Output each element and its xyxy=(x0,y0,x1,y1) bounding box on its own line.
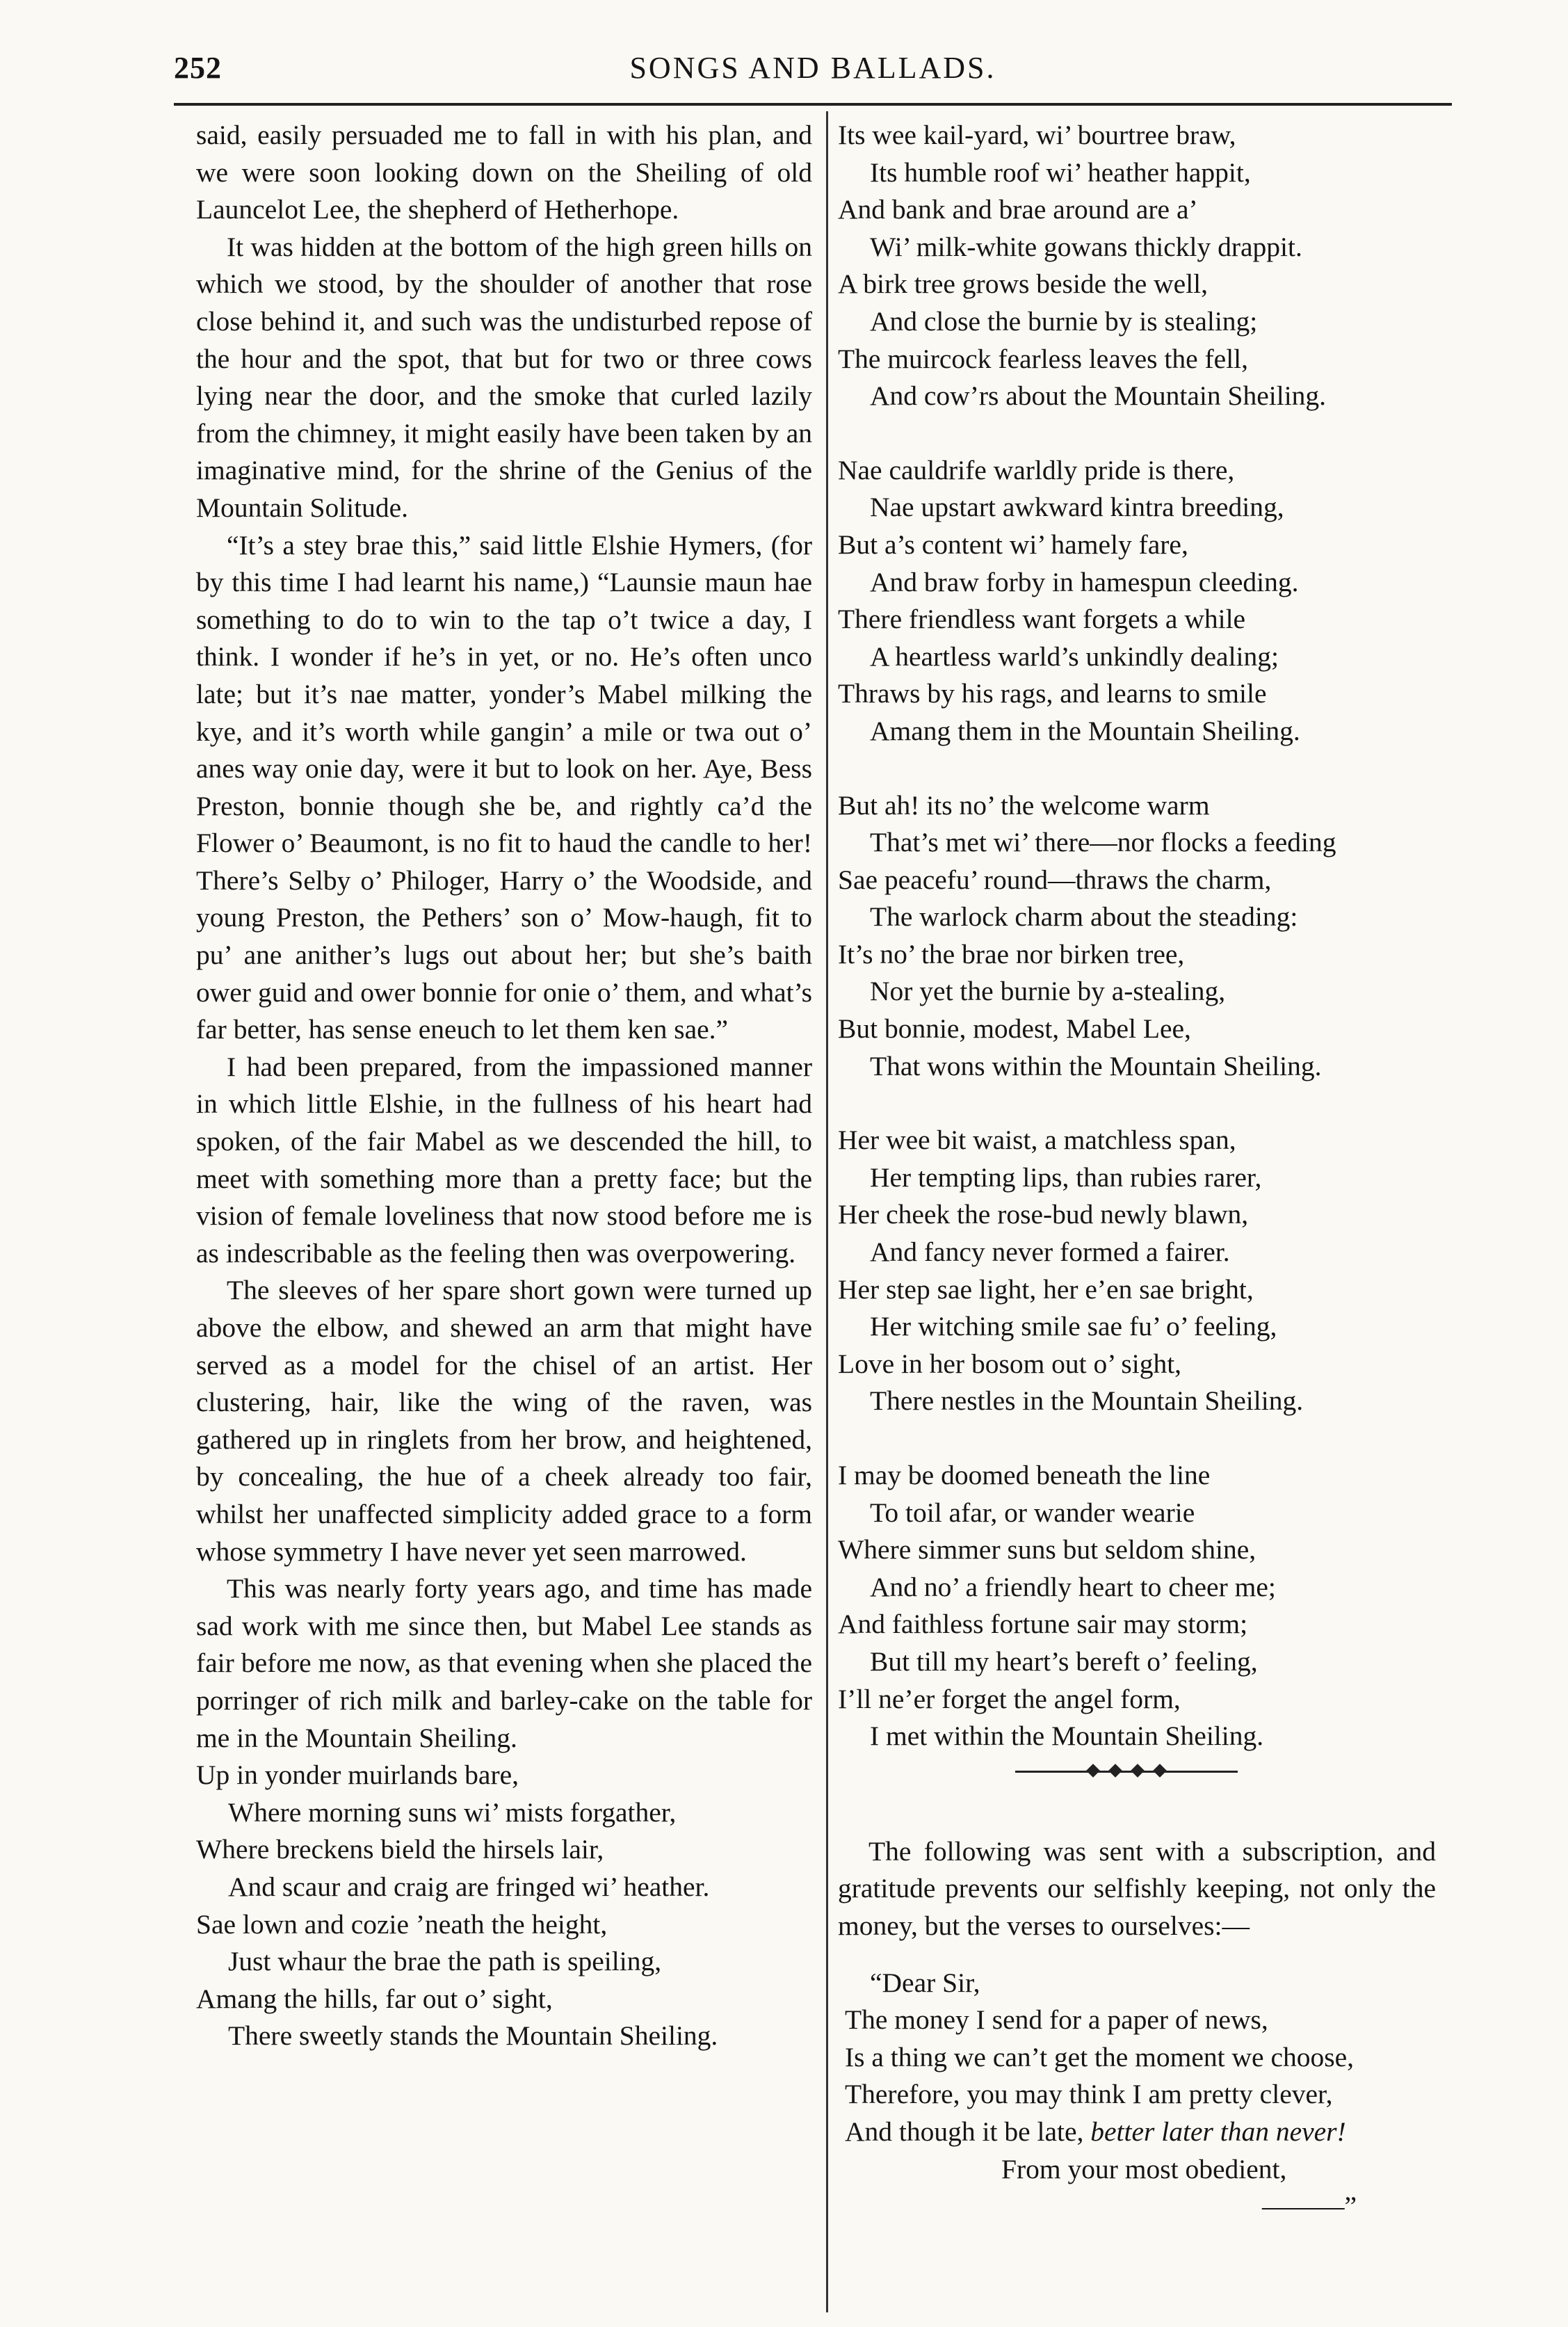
verse-line: And no’ a friendly heart to cheer me; xyxy=(870,1571,1276,1602)
verse-line: Sae peacefu’ round—thraws the charm, xyxy=(838,864,1272,895)
verse-line: Her cheek the rose-bud newly blawn, xyxy=(838,1199,1249,1230)
verse-line: And scaur and craig are fringed wi’ heather. xyxy=(228,1871,710,1902)
letter-line: Is a thing we can’t get the moment we choose, xyxy=(845,2041,1355,2072)
verse-line: And cow’rs about the Mountain Sheiling. xyxy=(870,380,1327,412)
verse-line: Its wee kail-yard, wi’ bourtree braw, xyxy=(838,120,1236,150)
verse-stanza xyxy=(838,1457,1436,1755)
verse-line: A heartless warld’s unkindly dealing; xyxy=(870,641,1279,672)
verse-line: Nor yet the burnie by a-stealing, xyxy=(870,976,1226,1007)
verse-line: But ah! its no’ the welcome warm xyxy=(838,789,1210,821)
page-header xyxy=(174,43,1452,99)
running-head: SONGS AND BALLADS. xyxy=(629,51,996,85)
letter-line: Therefore, you may think I am pretty clever, xyxy=(845,2079,1333,2110)
section-ornament xyxy=(838,1757,1436,1785)
verse-line: Her witching smile sae fu’ o’ feeling, xyxy=(870,1311,1277,1342)
verse-line: Nae upstart awkward kintra breeding, xyxy=(870,492,1284,523)
verse-line: And faithless fortune sair may storm; xyxy=(838,1609,1248,1640)
verse-line: Where morning suns wi’ mists forgather, xyxy=(228,1796,677,1828)
paragraph: This was nearly forty years ago, and time has made sad work with me since then, but Mabel Lee stands as fair before me now, as that evening when she placed the porringer of rich milk and barley-cake on the table for me in the Mountain Sheiling. xyxy=(196,1573,812,1753)
verse-line: But till my heart’s bereft o’ feeling, xyxy=(870,1645,1258,1677)
verse-line: It’s no’ the brae nor birken tree, xyxy=(838,938,1185,969)
verse-line: I may be doomed beneath the line xyxy=(838,1460,1211,1490)
verse-line: Sae lown and cozie ’neath the height, xyxy=(196,1908,608,1940)
verse-line: Love in her bosom out o’ sight, xyxy=(838,1348,1182,1379)
letter-line xyxy=(838,2113,1436,2151)
verse-line: Her step sae light, her e’en sae bright, xyxy=(838,1273,1254,1305)
verse-line: Where simmer suns but seldom shine, xyxy=(838,1534,1256,1565)
verse-stanza xyxy=(838,1122,1436,1420)
letter-signature: ———” xyxy=(1262,2191,1357,2222)
page-number: 252 xyxy=(174,51,222,85)
verse-line: The warlock charm about the steading: xyxy=(870,901,1298,933)
header-rule xyxy=(174,103,1452,106)
verse-stanza xyxy=(196,1757,812,2055)
paragraph: It was hidden at the bottom of the high green hills on which we stood, by the shoulder of another that rose close behind it, and such was the undisturbed repose of the hour and the spot, that but for two or three cows lying near the door, and the smoke that curled lazily from the chimney, it might easily have been taken by an imaginative mind, for the shrine of the Genius of the Mountain Solitude. xyxy=(196,231,812,523)
letter xyxy=(838,1965,1436,2225)
verse-line: And bank and brae around are a’ xyxy=(838,194,1198,225)
verse-line: Thraws by his rags, and learns to smile xyxy=(838,678,1267,709)
verse-line: That’s met wi’ there—nor flocks a feeding xyxy=(870,827,1336,858)
paragraph: The sleeves of her spare short gown were turned up above the elbow, and shewed an arm that might have served as a model for the chisel of an artist. Her clustering, hair, like the wing of the raven, was gathered up in ringlets from her brow, and heightened, by concealing, the hue of a cheek already too fair, whilst her unaffected simplicity added grace to a form whose symmetry I have never yet seen marrowed. xyxy=(196,1275,812,1567)
letter-line-italic: better later than never! xyxy=(1090,2116,1346,2147)
verse-line: I’ll ne’er forget the angel form, xyxy=(838,1683,1181,1714)
verse-line: Her wee bit waist, a matchless span, xyxy=(838,1125,1236,1156)
verse-stanza xyxy=(838,452,1436,750)
verse-line: Up in yonder muirlands bare, xyxy=(196,1760,519,1791)
verse-line: And fancy never formed a fairer. xyxy=(870,1237,1230,1268)
verse-line: Nae cauldrife warldly pride is there, xyxy=(838,454,1235,485)
verse-line: Where breckens bield the hirsels lair, xyxy=(196,1834,604,1865)
verse-line: Just whaur the brae the path is speiling, xyxy=(228,1946,662,1977)
verse-line: But bonnie, modest, Mabel Lee, xyxy=(838,1013,1191,1045)
verse-line: I met within the Mountain Sheiling. xyxy=(870,1721,1264,1752)
verse-stanza xyxy=(838,787,1436,1086)
paragraph: “It’s a stey brae this,” said little Elshie Hymers, (for by this time I had learnt his name,) “Launsie maun hae something to do to win to the tap o’t twice a day, I think. I wonder if he’s in yet, or no. He’s often unco late; but it’s nae matter, yonder’s Mabel milking the kye, and it’s worth while gangin’ a mile or twa out o’ anes way onie day, were it but to look on her. Aye, Bess Preston, bonnie though she be, and rightly ca’d the Flower o’ Beaumont, is no fit to haud the candle to her! There’s Selby o’ Philoger, Harry o’ the Woodside, and young Preston, the Pethers’ son o’ Mow-haugh, fit to pu’ ane anither’s lugs out about her; but she’s baith ower guid and ower bonnie for onie o’ them, and what’s far better, has sense eneuch to let them ken sae.” xyxy=(196,529,812,1045)
letter-line: The money I send for a paper of news, xyxy=(845,2004,1268,2036)
verse-line: Her tempting lips, than rubies rarer, xyxy=(870,1161,1262,1193)
verse-line: Its humble roof wi’ heather happit, xyxy=(870,156,1251,188)
verse-line: That wons within the Mountain Sheiling. xyxy=(870,1050,1322,1081)
verse-line: There sweetly stands the Mountain Sheiling. xyxy=(228,2020,718,2052)
letter-line-text: And though it be late, xyxy=(845,2116,1091,2147)
verse-stanza xyxy=(838,117,1436,415)
right-column xyxy=(838,117,1436,2225)
paragraph: said, easily persuaded me to fall in with his plan, and we were soon looking down on the Sheiling of old Launcelot Lee, the shepherd of Hetherhope. xyxy=(196,120,812,225)
left-column xyxy=(196,117,812,2055)
verse-line: And braw forby in hamespun cleeding. xyxy=(870,566,1299,597)
verse-line: But a’s content wi’ hamely fare, xyxy=(838,529,1188,560)
column-divider xyxy=(826,111,828,2312)
verse-line: To toil afar, or wander wearie xyxy=(870,1497,1195,1528)
paragraph: I had been prepared, from the impassioned manner in which little Elshie, in the fullness of his heart had spoken, of the fair Mabel as we descended the hill, to meet with something more than a pretty face; but the vision of female loveliness that now stood before me is as indescribable as the feeling then was overpowering. xyxy=(196,1051,812,1269)
verse-line: Amang the hills, far out o’ sight, xyxy=(196,1983,553,2014)
verse-line: There nestles in the Mountain Sheiling. xyxy=(870,1385,1304,1417)
letter-salutation: “Dear Sir, xyxy=(870,1967,980,1998)
verse-line: A birk tree grows beside the well, xyxy=(838,268,1209,300)
verse-line: There friendless want forgets a while xyxy=(838,604,1246,635)
verse-line: The muircock fearless leaves the fell, xyxy=(838,343,1249,374)
verse-line: Amang them in the Mountain Sheiling. xyxy=(870,715,1300,746)
letter-intro: The following was sent with a subscription, and gratitude prevents our selfishly keeping, not only the money, but the verses to ourselves:— xyxy=(838,1835,1436,1941)
letter-closing: From your most obedient, xyxy=(1001,2153,1287,2184)
verse-line: And close the burnie by is stealing; xyxy=(870,305,1258,337)
verse-line: Wi’ milk-white gowans thickly drappit. xyxy=(870,231,1302,262)
